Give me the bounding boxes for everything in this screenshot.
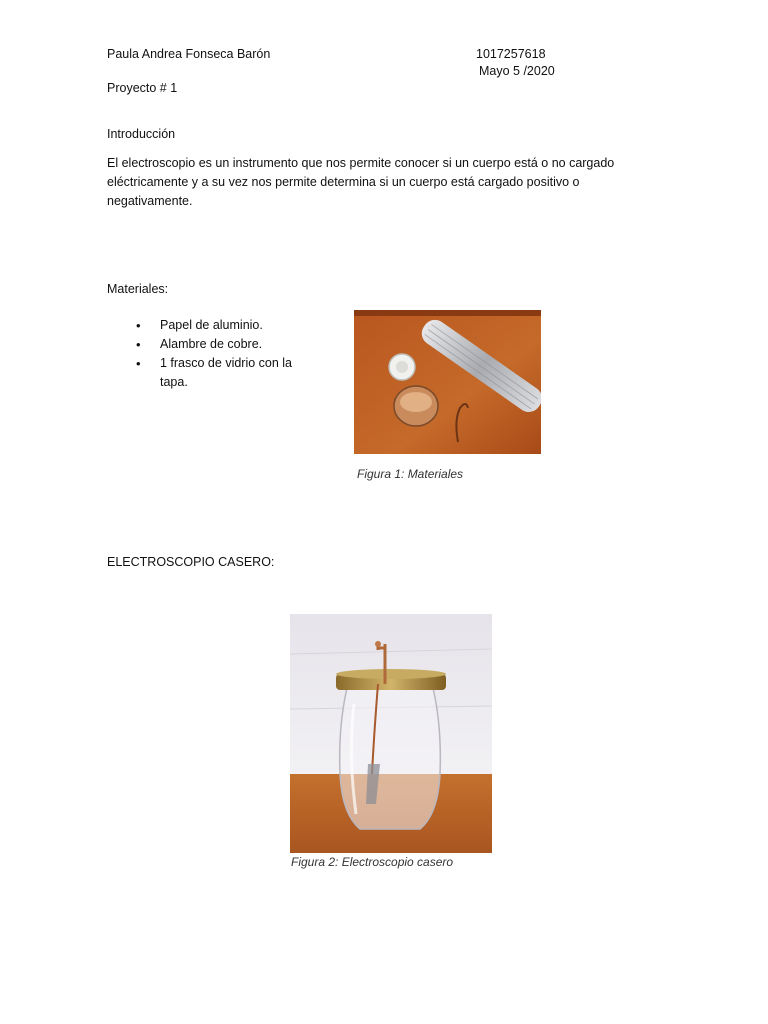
list-item: • Papel de aluminio.	[136, 316, 310, 335]
figure-1-caption: Figura 1: Materiales	[357, 467, 464, 481]
materials-photo	[354, 310, 541, 454]
list-item: • 1 frasco de vidrio con la tapa.	[136, 354, 310, 392]
author-name: Paula Andrea Fonseca Barón	[107, 47, 271, 61]
document-date: Mayo 5 /2020	[479, 64, 555, 78]
figure-2-caption: Figura 2: Electroscopio casero	[291, 855, 454, 869]
introduction-heading: Introducción	[107, 127, 176, 141]
list-item: • Alambre de cobre.	[136, 335, 310, 354]
materials-heading: Materiales:	[107, 282, 169, 296]
materials-list	[136, 316, 310, 392]
project-title: Proyecto # 1	[107, 81, 178, 95]
introduction-paragraph: El electroscopio es un instrumento que nos permite conocer si un cuerpo está o no cargado eléctricamente y a su vez nos permite determina si un cuerpo está cargado positivo o negativamente.	[107, 156, 615, 208]
electroscope-photo	[290, 614, 492, 853]
electroscope-heading: ELECTROSCOPIO CASERO:	[107, 555, 275, 569]
id-number: 1017257618	[476, 47, 546, 61]
